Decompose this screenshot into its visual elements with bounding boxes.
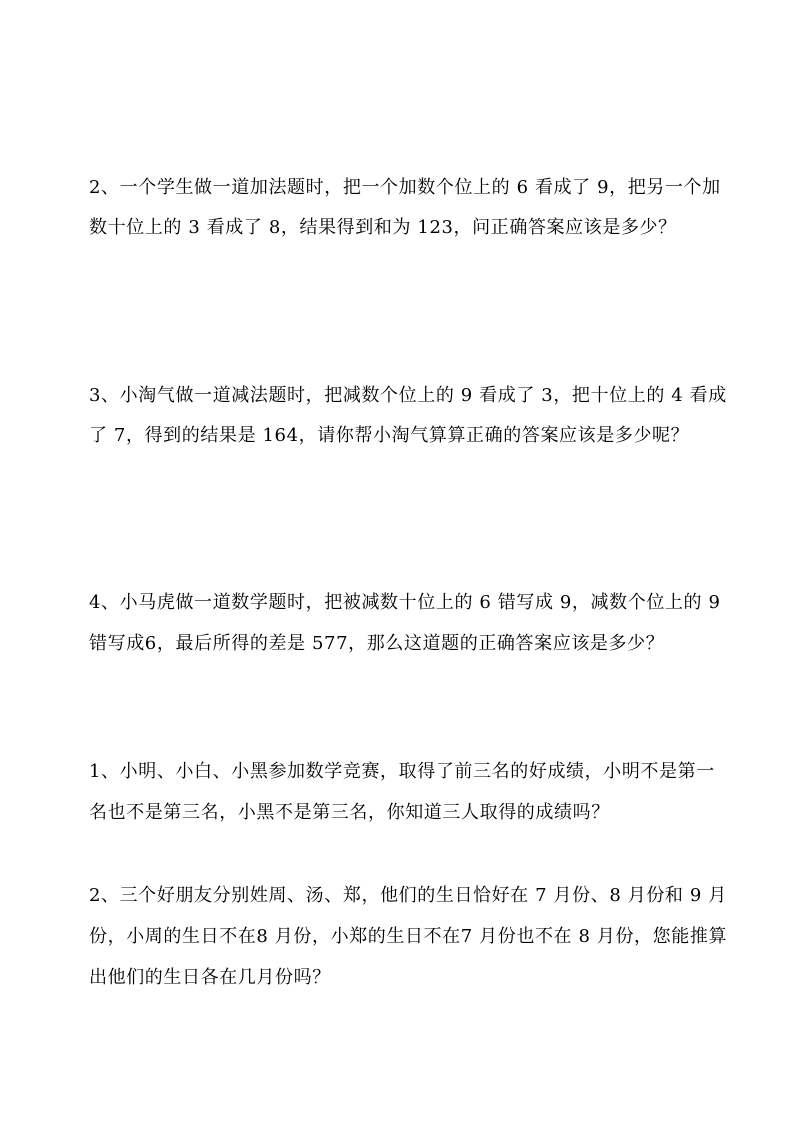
problem-text-line: 出他们的生日各在几月份吗？ [89,967,331,988]
problem-text-line: 名也不是第三名，小黑不是第三名，你知道三人取得的成绩吗？ [89,802,610,823]
problem-text-line: 份，小周的生日不在8 月份，小郑的生日不在7 月份也不在 8 月份，您能推算 [89,926,728,947]
problem-text-line: 1、小明、小白、小黑参加数学竞赛，取得了前三名的好成绩，小明不是第一 [89,761,715,782]
problem-text-line: 3、小淘气做一道减法题时，把减数个位上的 9 看成了 3，把十位上的 4 看成 [89,385,727,406]
problem-text-line: 2、三个好朋友分别姓周、汤、郑，他们的生日恰好在 7 月份、8 月份和 9 月 [89,885,727,906]
problem-text-line: 了 7，得到的结果是 164，请你帮小淘气算算正确的答案应该是多少呢？ [89,425,690,446]
problem-text-line: 2、一个学生做一道加法题时，把一个加数个位上的 6 看成了 9，把另一个加 [89,177,721,198]
problem-text-line: 4、小马虎做一道数学题时，把被减数十位上的 6 错写成 9，减数个位上的 9 [89,592,721,613]
problem-text-line: 数十位上的 3 看成了 8，结果得到和为 123，问正确答案应该是多少？ [89,217,677,238]
problem-text-line: 错写成6，最后所得的差是 577，那么这道题的正确答案应该是多少？ [89,633,665,654]
